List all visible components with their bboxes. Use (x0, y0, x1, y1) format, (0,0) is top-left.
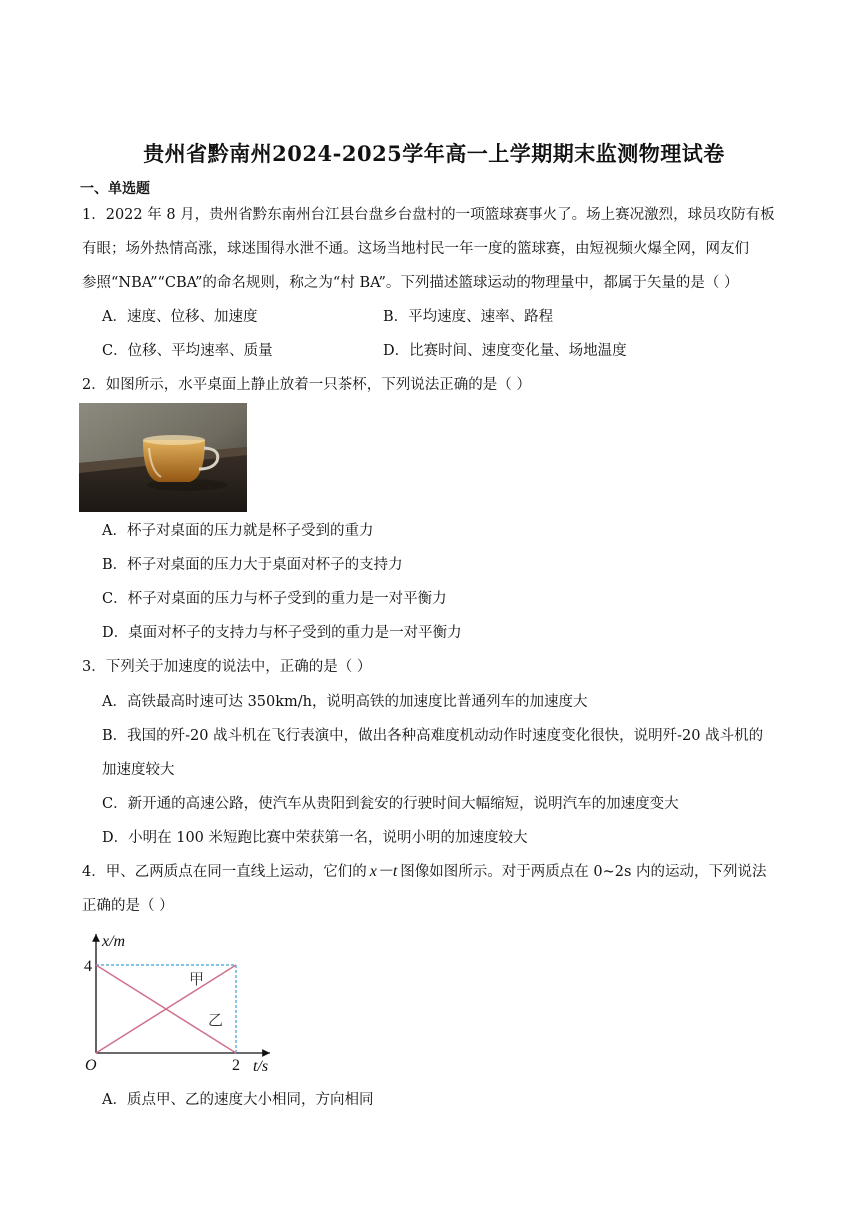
q3-option-a: A．高铁最高时速可达 350km/h，说明高铁的加速度比普通列车的加速度大 (102, 694, 588, 710)
q2-stem: 2．如图所示，水平桌面上静止放着一只茶杯，下列说法正确的是（ ） (82, 377, 531, 393)
q1-option-c: C．位移、平均速率、质量 (102, 343, 273, 359)
y-axis-label: x/m (102, 933, 126, 950)
q3-option-b-line-2: 加速度较大 (102, 762, 175, 778)
q2-option-a: A．杯子对桌面的压力就是杯子受到的重力 (102, 523, 374, 539)
series-label-yi: 乙 (208, 1011, 224, 1029)
q2-option-d: D．桌面对杯子的支持力与杯子受到的重力是一对平衡力 (102, 625, 462, 641)
q1-line-3: 参照“NBA”“CBA”的命名规则，称之为“村 BA”。下列描述篮球运动的物理量中，都属于矢量的是（ ） (82, 275, 739, 291)
q3-option-d: D．小明在 100 米短跑比赛中荣获第一名，说明小明的加速度较大 (102, 830, 528, 846)
q1-option-a: A．速度、位移、加速度 (102, 309, 258, 325)
q4-stem-part-a: 4．甲、乙两质点在同一直线上运动，它们的 (82, 864, 367, 880)
q4-stem-line-1 (82, 862, 767, 882)
y-tick-label: 4 (84, 958, 92, 975)
q4-stem-line-2: 正确的是（ ） (82, 898, 174, 914)
origin-label: O (85, 1057, 97, 1074)
series-label-jia: 甲 (189, 970, 205, 988)
section-heading: 一、单选题 (80, 181, 150, 197)
q4-option-a: A．质点甲、乙的速度大小相同，方向相同 (102, 1092, 374, 1108)
q1-option-b: B．平均速度、速率、路程 (383, 309, 554, 325)
q4-stem-variable: x－t (369, 863, 398, 880)
q3-option-c: C．新开通的高速公路，使汽车从贵阳到瓮安的行驶时间大幅缩短，说明汽车的加速度变大 (102, 796, 679, 812)
q1-line-2: 有眼；场外热情高涨，球迷围得水泄不通。这场当地村民一年一度的篮球赛，由短视频火爆全网，网友们 (82, 241, 749, 257)
q4-stem-part-b: 图像如图所示。对于两质点在 0~2s 内的运动，下列说法 (400, 864, 767, 880)
teacup-photo (79, 403, 247, 512)
page-title: 贵州省黔南州2024-2025学年高一上学期期末监测物理试卷 (143, 141, 725, 166)
q3-stem: 3．下列关于加速度的说法中，正确的是（ ） (82, 659, 372, 675)
xt-graph (78, 928, 278, 1076)
q2-option-c: C．杯子对桌面的压力与杯子受到的重力是一对平衡力 (102, 591, 447, 607)
x-tick-label: 2 (232, 1057, 240, 1074)
q1-line-1: 1．2022 年 8 月，贵州省黔东南州台江县台盘乡台盘村的一项篮球赛事火了。场上赛况激烈，球员攻防有板 (82, 207, 775, 223)
x-axis-label: t/s (253, 1058, 269, 1075)
q3-option-b-line-1: B．我国的歼-20 战斗机在飞行表演中，做出各种高难度机动动作时速度变化很快，说明歼-20 战斗机的 (102, 728, 764, 744)
q1-option-d: D．比赛时间、速度变化量、场地温度 (383, 343, 627, 359)
q2-option-b: B．杯子对桌面的压力大于桌面对杯子的支持力 (102, 557, 403, 573)
